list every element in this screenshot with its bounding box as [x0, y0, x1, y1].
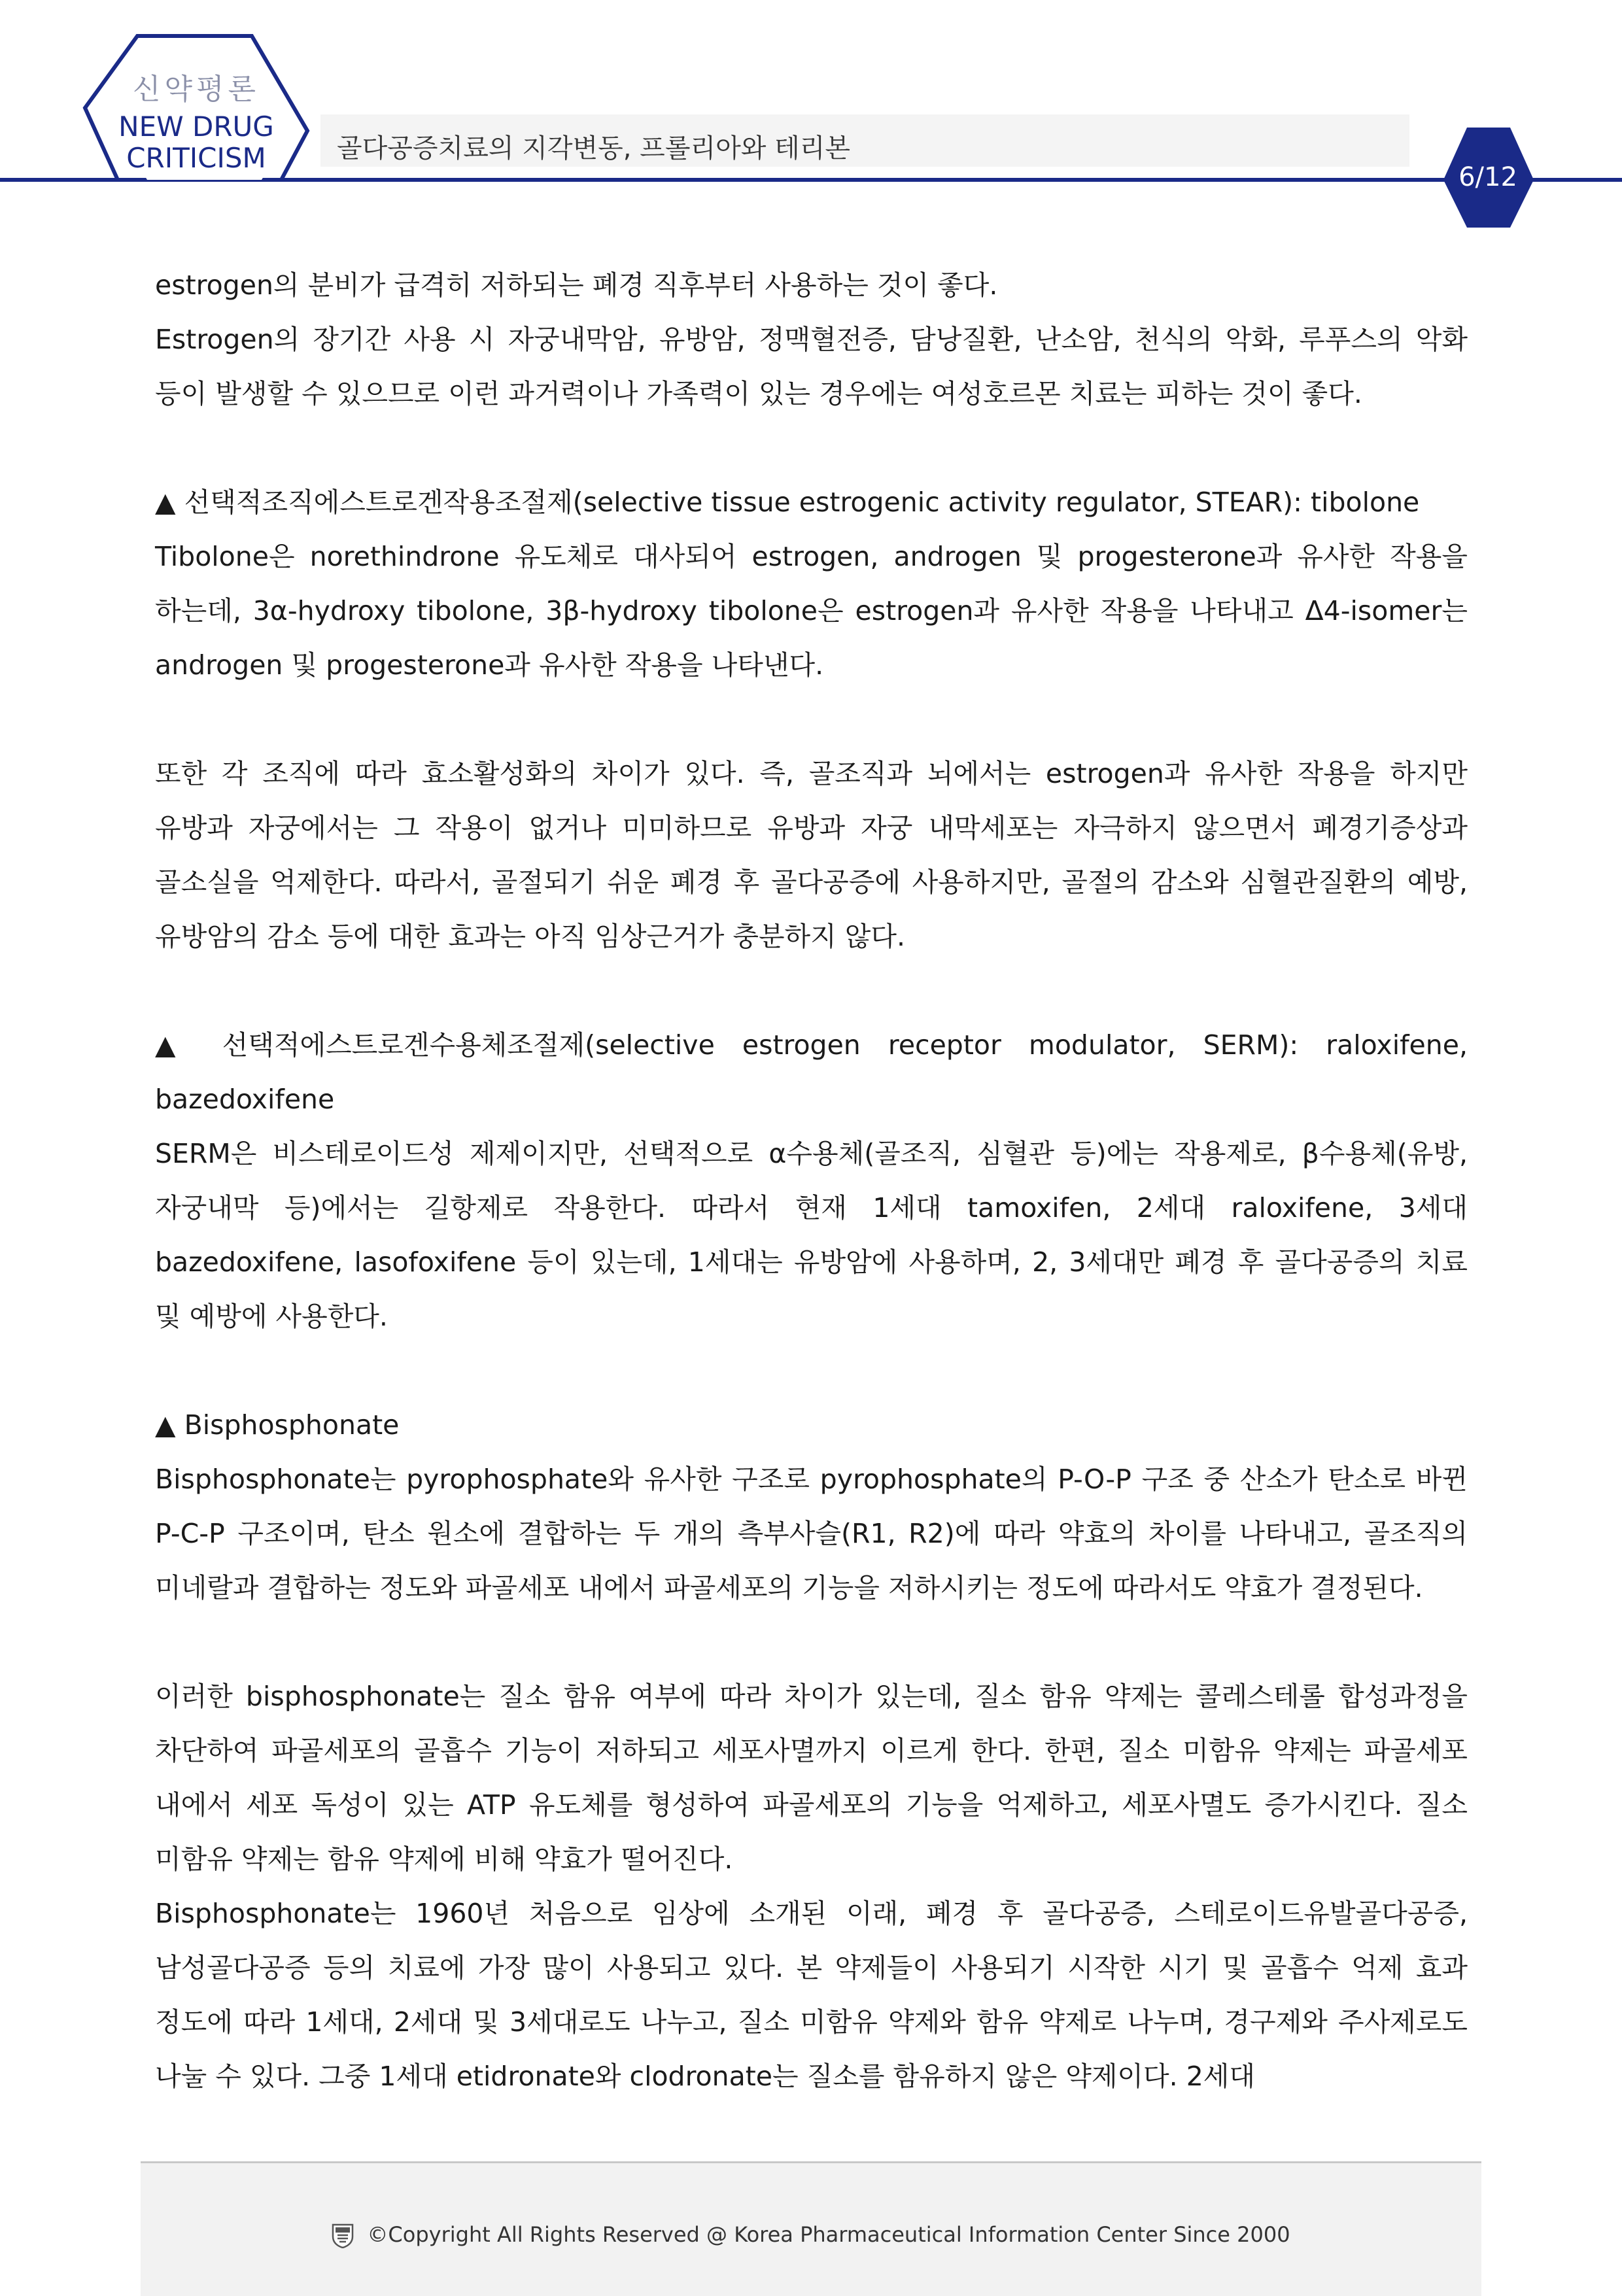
logo-english [98, 111, 294, 174]
logo-line-2: CRITICISM [126, 142, 266, 174]
paragraph: Bisphosphonate는 pyrophosphate와 유사한 구조로 pyrophosphate의 P-O-P 구조 중 산소가 탄소로 바뀐 P-C-P 구조이며, 탄소 원소에 결합하는 두 개의 측부사슬(R1, R2)에 따라 약효의 차이를 나타내고, 골조직의 미네랄과 결합하는 정도와 파골세포 내에서 파골세포의 기능을 저하시키는 정도에 따라서도 약효가 결정된다. [155, 1464, 1468, 1603]
logo-korean: 신약평론 [132, 73, 260, 106]
paragraph: SERM은 비스테로이드성 제제이지만, 선택적으로 α수용체(골조직, 심혈관 등)에는 작용제로, β수용체(유방, 자궁내막 등)에서는 길항제로 작용한다. 따라서 현재 1세대 tamoxifen, 2세대 raloxifene, 3세대 bazedoxifene, lasofoxifene 등이 있는데, 1세대는 유방암에 사용하며, 2, 3세대만 폐경 후 골다공증의 치료 및 예방에 사용한다. [155, 1138, 1468, 1332]
paragraph: 이러한 bisphosphonate는 질소 함유 여부에 따라 차이가 있는데, 질소 함유 약제는 콜레스테롤 합성과정을 차단하여 파골세포의 골흡수 기능이 저하되고 세포사멸까지 이르게 한다. 한편, 질소 미함유 약제는 파골세포 내에서 세포 독성이 있는 ATP 유도체를 형성하여 파골세포의 기능을 억제하고, 세포사멸도 증가시킨다. 질소 미함유 약제는 함유 약제에 비해 약효가 떨어진다. [155, 1681, 1468, 1875]
crest-icon [332, 2223, 354, 2248]
paragraph: Estrogen의 장기간 사용 시 자궁내막암, 유방암, 정맥혈전증, 담낭질환, 난소암, 천식의 악화, 루푸스의 악화 등이 발생할 수 있으므로 이런 과거력이나 가족력이 있는 경우에는 여성호르몬 치료는 피하는 것이 좋다. [155, 324, 1468, 409]
paragraph: Tibolone은 norethindrone 유도체로 대사되어 estrogen, androgen 및 progesterone과 유사한 작용을 하는데, 3α-hydroxy tibolone, 3β-hydroxy tibolone은 estrogen과 유사한 작용을 나타내고 Δ4-isomer는 androgen 및 progesterone과 유사한 작용을 나타낸다. [155, 541, 1468, 681]
page-footer [141, 2161, 1481, 2296]
document-title: 골다공증치료의 지각변동, 프롤리아와 테리본 [337, 133, 851, 163]
spacer [155, 1615, 1468, 1670]
page-number: 6/12 [1458, 162, 1517, 192]
paragraph: estrogen의 분비가 급격히 저하되는 폐경 직후부터 사용하는 것이 좋다. [155, 269, 998, 301]
copyright-text: ©Copyright All Rights Reserved @ Korea Pharmaceutical Information Center Since 2000 [367, 2222, 1290, 2247]
page-header [0, 0, 1622, 235]
spacer [155, 964, 1468, 1018]
spacer [155, 693, 1468, 747]
section-heading-stear: ▲ 선택적조직에스트로겐작용조절제(selective tissue estrogenic activity regulator, STEAR): tibolone [155, 487, 1420, 518]
spacer [155, 421, 1468, 475]
logo-line-1: NEW DRUG [118, 111, 274, 143]
paragraph: 또한 각 조직에 따라 효소활성화의 차이가 있다. 즉, 골조직과 뇌에서는 estrogen과 유사한 작용을 하지만 유방과 자궁에서는 그 작용이 없거나 미미하므로 유방과 자궁 내막세포는 자극하지 않으면서 폐경기증상과 골소실을 억제한다. 따라서, 골절되기 쉬운 폐경 후 골다공증에 사용하지만, 골절의 감소와 심혈관질환의 예방, 유방암의 감소 등에 대한 효과는 아직 임상근거가 충분하지 않다. [155, 758, 1468, 952]
spacer [155, 1344, 1468, 1398]
article-body [155, 258, 1468, 2104]
section-heading-serm: ▲ 선택적에스트로겐수용체조절제(selective estrogen receptor modulator, SERM): raloxifene, bazedoxifene [155, 1029, 1468, 1115]
footer-line [141, 2222, 1481, 2248]
section-heading-bisphosphonate: ▲ Bisphosphonate [155, 1409, 400, 1441]
paragraph: Bisphosphonate는 1960년 처음으로 임상에 소개된 이래, 폐경 후 골다공증, 스테로이드유발골다공증, 남성골다공증 등의 치료에 가장 많이 사용되고 있다. 본 약제들이 사용되기 시작한 시기 및 골흡수 억제 효과 정도에 따라 1세대, 2세대 및 3세대로도 나누고, 질소 미함유 약제와 함유 약제로 나누며, 경구제와 주사제로도 나눌 수 있다. 그중 1세대 etidronate와 clodronate는 질소를 함유하지 않은 약제이다. 2세대 [155, 1898, 1468, 2092]
